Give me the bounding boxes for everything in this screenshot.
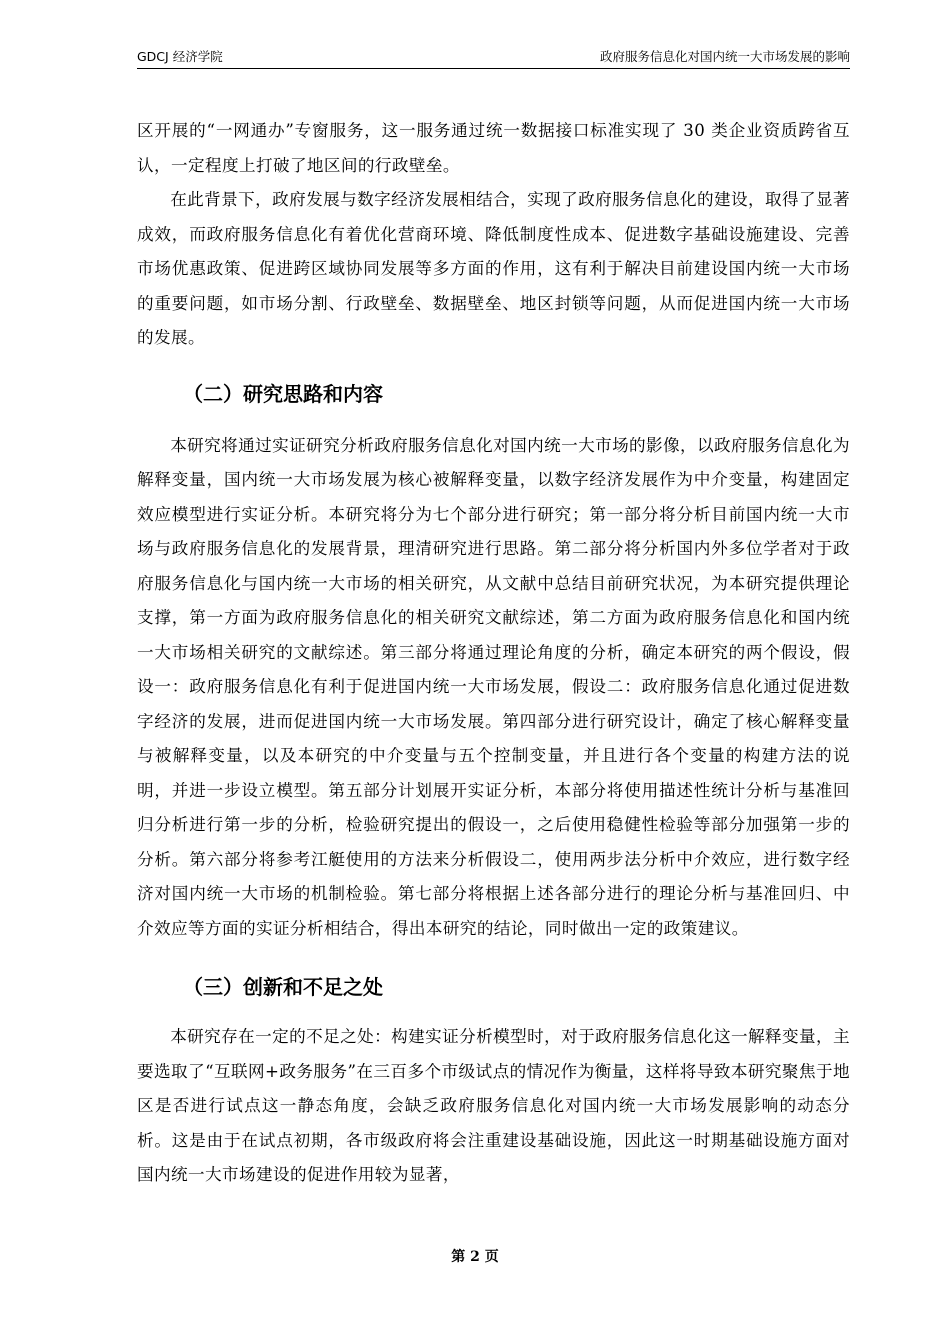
header-title: 政府服务信息化对国内统一大市场发展的影响 <box>599 49 850 64</box>
section-heading-innovation-limitations: （三）创新和不足之处 <box>183 975 383 999</box>
page-body <box>137 114 850 1193</box>
page-header <box>137 48 850 69</box>
page-number: 第 2 页 <box>451 1249 499 1265</box>
paragraph-continuation: 区开展的“一网通办”专窗服务，这一服务通过统一数据接口标准实现了 30 类企业资质跨省互认，一定程度上打破了地区间的行政壁垒。 <box>137 121 850 175</box>
paragraph-research-approach: 本研究将通过实证研究分析政府服务信息化对国内统一大市场的影像，以政府服务信息化为解释变量，国内统一大市场发展为核心被解释变量，以数字经济发展作为中介变量，构建固定效应模型进行实证分析。本研究将分为七个部分进行研究；第一部分将分析目前国内统一大市场与政府服务信息化的发展背景，理清研究进行思路。第二部分将分析国内外多位学者对于政府服务信息化与国内统一大市场的相关研究，从文献中总结目前研究状况，为本研究提供理论支撑，第一方面为政府服务信息化的相关研究文献综述，第二方面为政府服务信息化和国内统一大市场相关研究的文献综述。第三部分将通过理论角度的分析，确定本研究的两个假设，假设一：政府服务信息化有利于促进国内统一大市场发展，假设二：政府服务信息化通过促进数字经济的发展，进而促进国内统一大市场发展。第四部分进行研究设计，确定了核心解释变量与被解释变量，以及本研究的中介变量与五个控制变量，并且进行各个变量的构建方法的说明，并进一步设立模型。第五部分计划展开实证分析，本部分将使用描述性统计分析与基准回归分析进行第一步的分析，检验研究提出的假设一，之后使用稳健性检验等部分加强第一步的分析。第六部分将参考江艇使用的方法来分析假设二，使用两步法分析中介效应，进行数字经济对国内统一大市场的机制检验。第七部分将根据上述各部分进行的理论分析与基准回归、中介效应等方面的实证分析相结合，得出本研究的结论，同时做出一定的政策建议。 <box>137 435 850 938</box>
header-institution: GDCJ 经济学院 <box>137 49 223 64</box>
section-heading-research-approach: （二）研究思路和内容 <box>183 381 383 406</box>
paragraph-limitations: 本研究存在一定的不足之处：构建实证分析模型时，对于政府服务信息化这一解释变量，主要选取了“互联网+政务服务”在三百多个市级试点的情况作为衡量，这样将导致本研究聚焦于地区是否进行试点这一静态角度，会缺乏政府服务信息化对国内统一大市场发展影响的动态分析。这是由于在试点初期，各市级政府将会注重建设基础设施，因此这一时期基础设施方面对国内统一大市场建设的促进作用较为显著， <box>137 1027 850 1184</box>
paragraph-background: 在此背景下，政府发展与数字经济发展相结合，实现了政府服务信息化的建设，取得了显著成效，而政府服务信息化有着优化营商环境、降低制度性成本、促进数字基础设施建设、完善市场优惠政策、促进跨区域协同发展等多方面的作用，这有利于解决目前建设国内统一大市场的重要问题，如市场分割、行政壁垒、数据壁垒、地区封锁等问题，从而促进国内统一大市场的发展。 <box>137 190 850 347</box>
